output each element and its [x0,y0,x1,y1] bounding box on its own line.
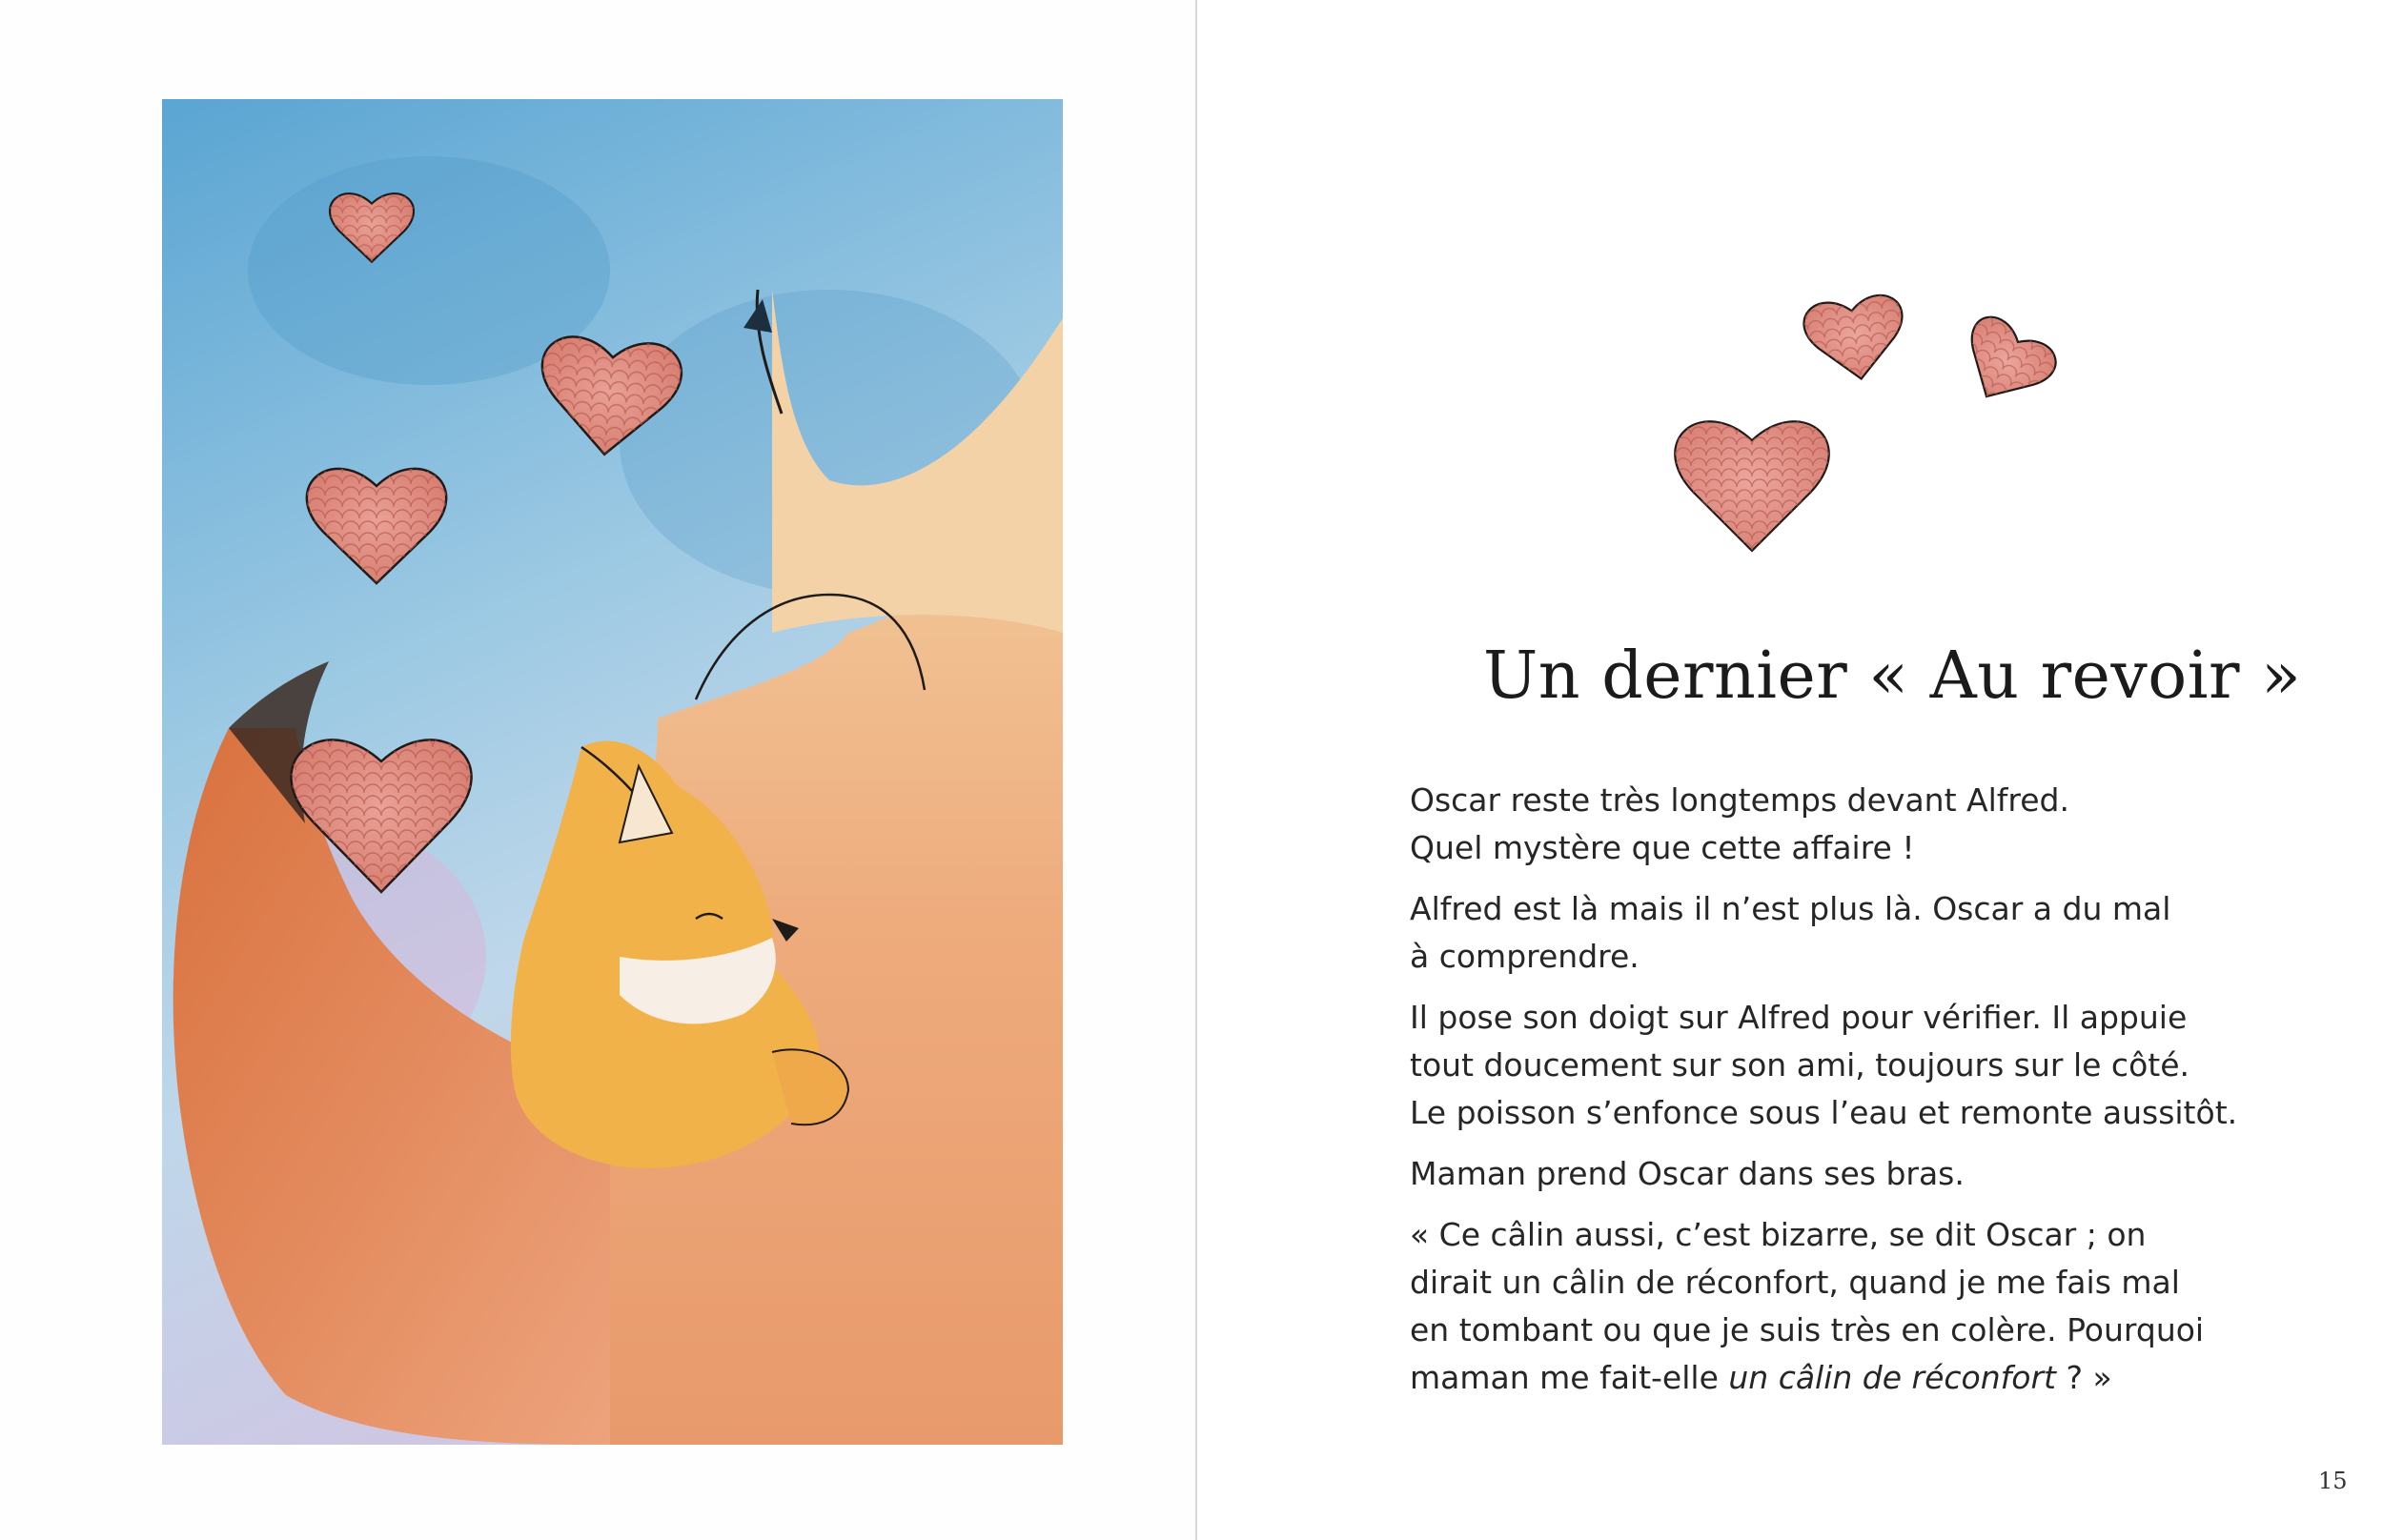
story-paragraph [1410,885,2363,981]
story-line: à comprendre. [1410,938,1640,975]
page-number: 15 [2318,1468,2348,1494]
story-line-end: ? » [2055,1359,2112,1396]
chapter-title: Un dernier « Au revoir » [1483,638,2302,714]
story-italic-phrase: un câlin de réconfort [1728,1359,2056,1396]
story-paragraph [1410,1211,2363,1402]
story-line: Maman prend Oscar dans ses bras. [1410,1155,1965,1192]
story-paragraph [1410,1150,2363,1198]
story-line: Le poisson s’enfonce sous l’eau et remonte aussitôt. [1410,1094,2238,1131]
story-line: en tombant ou que je suis très en colère. Pourquoi [1410,1311,2205,1348]
story-line: dirait un câlin de réconfort, quand je me fais mal [1410,1264,2180,1301]
fox-hug-illustration [162,99,1063,1445]
story-line: Il pose son doigt sur Alfred pour vérifier. Il appuie [1410,999,2188,1036]
hearts-decoration-icon [1664,276,2103,591]
story-text [1410,777,2363,1415]
story-line: tout doucement sur son ami, toujours sur le côté. [1410,1046,2190,1084]
story-line: « Ce câlin aussi, c’est bizarre, se dit Oscar ; on [1410,1216,2147,1253]
story-line: Oscar reste très longtemps devant Alfred. [1410,781,2069,819]
story-line: Alfred est là mais il n’est plus là. Oscar a du mal [1410,890,2171,927]
story-paragraph [1410,994,2363,1137]
right-page [1197,0,2383,1540]
story-line: Quel mystère que cette affaire ! [1410,829,1915,866]
story-paragraph [1410,777,2363,872]
story-line: maman me fait-elle [1410,1359,1729,1396]
